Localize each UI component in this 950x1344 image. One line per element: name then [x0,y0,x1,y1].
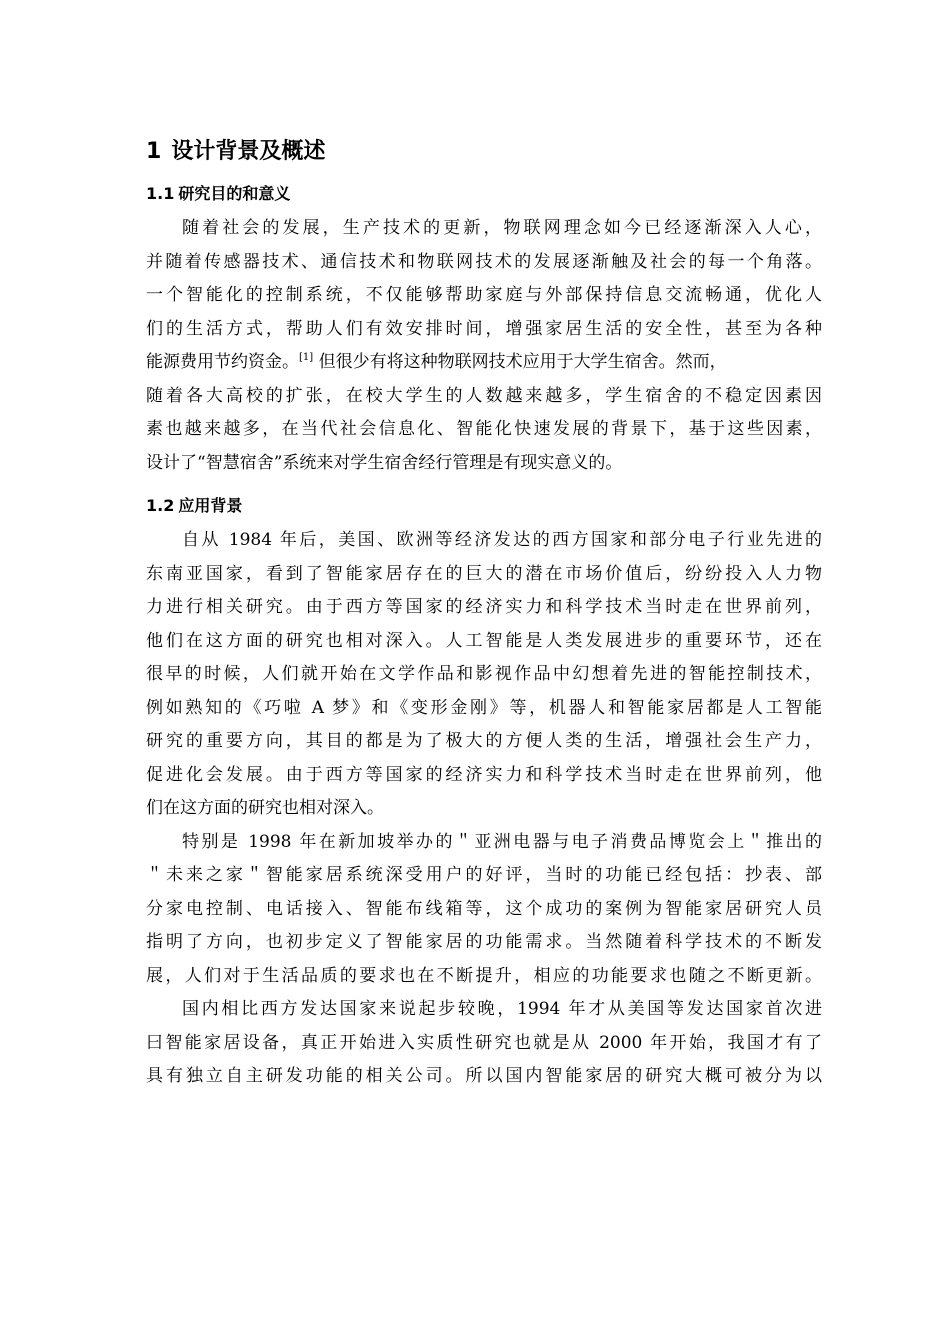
text-line: 东南亚国家，看到了智能家居存在的巨大的潜在市场价值后，纷纷投入人力物 [146,563,822,584]
text-line: 很早的时候，人们就开始在文学作品和影视作品中幻想着先进的智能控制技术， [146,664,822,684]
paragraph [146,993,822,1094]
text-segment: 但很少有将这种物联网技术应用于大学生宿舍。然而， [318,352,727,372]
text-line: 素也越来越多，在当代社会信息化、智能化快速发展的背景下，基于这些因素， [146,419,822,439]
subsection-number: 1.1 [146,184,175,203]
text-line: 具有独立自主研发功能的相关公司。所以国内智能家居的研究大概可被分为以 [146,1066,822,1086]
text-line: 并随着传感器技术、通信技术和物联网技术的发展逐渐触及社会的每一个角落。 [146,251,822,272]
section-title: 设计背景及概述 [171,139,326,164]
section-heading [146,134,822,170]
text-segment: 能源费用节约资金。 [146,352,299,372]
text-line: 促进化会发展。由于西方等国家的经济实力和科学技术当时走在世界前列，他 [146,764,822,785]
text-line: 特别是 1998 年在新加坡举办的＂亚洲电器与电子消费品博览会上＂推出的 [182,831,822,852]
text-line: 们的生活方式，帮助人们有效安排时间，增强家居生活的安全性，甚至为各种 [146,318,822,339]
subsection-heading [146,492,822,520]
text-line: 随着社会的发展，生产技术的更新，物联网理念如今已经逐渐深入人心， [182,218,822,238]
subsection-title: 研究目的和意义 [178,184,291,203]
text-line: 设计了“智慧宿舍”系统来对学生宿舍经行管理是有现实意义的。 [146,452,623,473]
text-line: 指明了方向，也初步定义了智能家居的功能需求。当然随着科学技术的不断发 [146,932,822,952]
text-line: 自从 1984 年后，美国、欧洲等经济发达的西方国家和部分电子行业先进的 [182,530,822,550]
subsection-heading [146,180,822,208]
text-line: 例如熟知的《巧啦 A 梦》和《变形金刚》等，机器人和智能家居都是人工智能 [146,697,822,718]
text-line: 随着各大高校的扩张，在校大学生的人数越来越多，学生宿舍的不稳定因素因 [146,385,822,406]
text-line: 国内相比西方发达国家来说起步较晚，1994 年才从美国等发达国家首次进 [182,999,822,1019]
paragraph [146,826,822,994]
subsection-number: 1.2 [146,496,175,515]
paragraph [146,524,822,826]
page-content [146,134,822,1094]
paragraph [146,212,822,480]
text-line: 曰智能家居设备，真正开始进入实质性研究也就是从 2000 年开始，我国才有了 [146,1032,822,1053]
text-line: 展，人们对于生活品质的要求也在不断提升，相应的功能要求也随之不断更新。 [146,965,822,986]
text-line: 力进行相关研究。由于西方等国家的经济实力和科学技术当时走在世界前列， [146,597,822,617]
section-number: 1 [146,139,162,164]
text-line [146,346,822,380]
text-line: 研究的重要方向，其目的都是为了极大的方便人类的生活，增强社会生产力， [146,731,822,751]
text-line: 们在这方面的研究也相对深入。 [146,798,384,818]
text-line: ＂未来之家＂智能家居系统深受用户的好评，当时的功能已经包括：抄表、部 [146,865,822,885]
text-line: 一个智能化的控制系统，不仅能够帮助家庭与外部保持信息交流畅通，优化人 [146,285,822,305]
text-line: 他们在这方面的研究也相对深入。人工智能是人类发展进步的重要环节，还在 [146,630,822,651]
subsection-title: 应用背景 [178,496,243,515]
citation-ref[interactable]: [1] [299,352,314,363]
text-line: 分家电控制、电话接入、智能布线箱等，这个成功的案例为智能家居研究人员 [146,898,822,919]
